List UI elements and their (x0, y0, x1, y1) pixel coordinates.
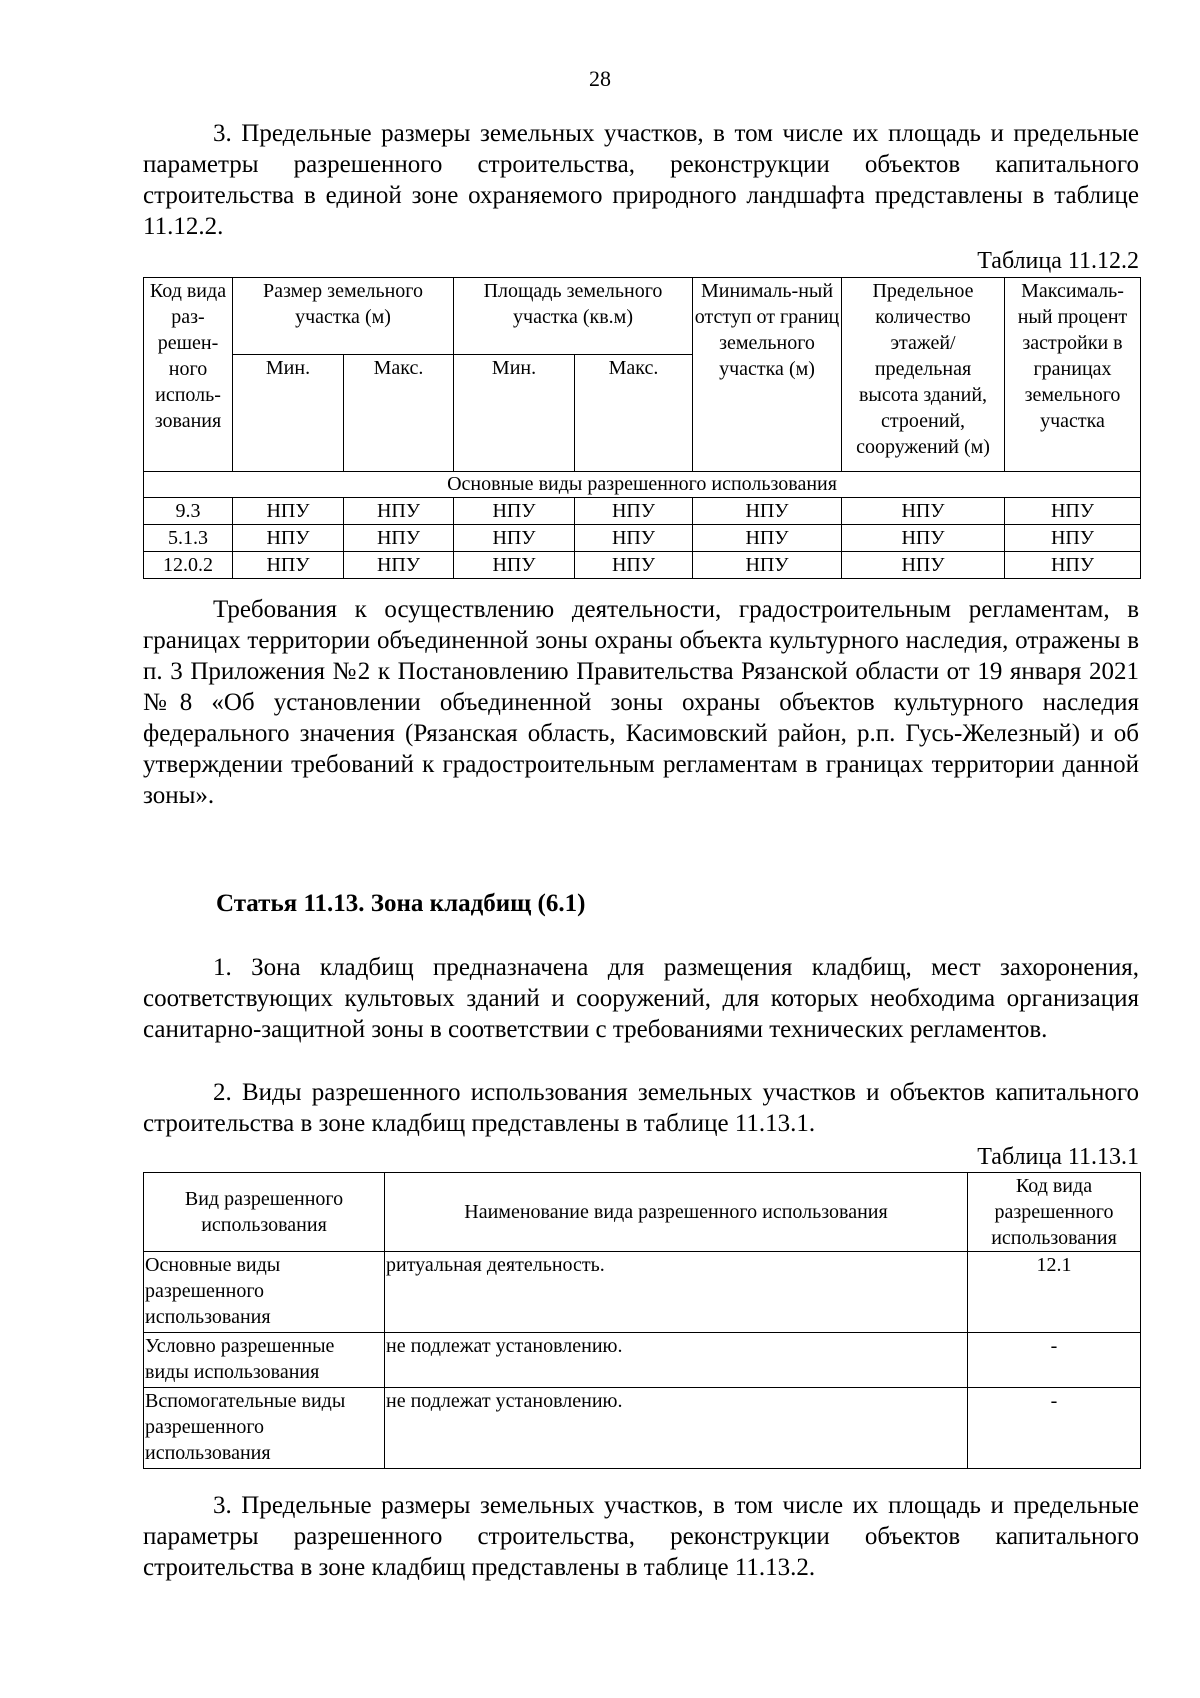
paragraph-limits-11-13: 3. Предельные размеры земельных участков, в том числе их площадь и предельные параметры разрешенного строительства, реконструкции объектов капитального строительства в зоне кладбищ представлены в таблице 11.13.2. (143, 1492, 1139, 1581)
cell-value: НПУ (575, 552, 693, 579)
cell-value: НПУ (1005, 552, 1141, 579)
header-area-max: Макс. (575, 355, 693, 472)
cell-name: ритуальная деятельность. (385, 1252, 968, 1333)
cell-value: НПУ (693, 525, 842, 552)
article-heading: Статья 11.13. Зона кладбищ (6.1) (216, 890, 586, 917)
cell-value: НПУ (842, 552, 1005, 579)
header-code: Код вида раз-решен-ного исполь-зования (144, 278, 233, 472)
cell-value: НПУ (575, 525, 693, 552)
header-setback: Минималь-ный отступ от границ земельного участка (м) (693, 278, 842, 472)
header-kind: Вид разрешенного использования (144, 1173, 385, 1252)
cell-value: НПУ (344, 525, 454, 552)
header-name: Наименование вида разрешенного использования (385, 1173, 968, 1252)
cell-code: 12.1 (968, 1252, 1141, 1333)
cell-value: НПУ (1005, 525, 1141, 552)
cell-value: НПУ (1005, 498, 1141, 525)
cell-kind: Условно разрешенные виды использования (144, 1333, 385, 1388)
cell-code: - (968, 1333, 1141, 1388)
cell-value: НПУ (575, 498, 693, 525)
cell-value: НПУ (842, 525, 1005, 552)
section-main-uses: Основные виды разрешенного использования (144, 472, 1141, 498)
cell-value: НПУ (693, 498, 842, 525)
paragraph-heritage-requirements: Требования к осуществлению деятельности, градостроительным регламентам, в границах территории объединенной зоны охраны объекта культурного наследия, отражены в п. 3 Приложения №2 к Постановлению Правительства Рязанской области от 19 января 2021 №8 «Об установлении объединенной зоны охраны объектов культурного наследия федерального значения (Рязанская область, Касимовский район, р.п. Гусь-Железный) и об утверждении требований к градостроительным регламентам в границах территории данной зоны». (143, 596, 1139, 809)
cell-name: не подлежат установлению. (385, 1333, 968, 1388)
cell-code: - (968, 1388, 1141, 1469)
paragraph-limits-11-12: 3. Предельные размеры земельных участков, в том числе их площадь и предельные параметры разрешенного строительства, реконструкции объектов капитального строительства в единой зоне охраняемого природного ландшафта представлены в таблице 11.12.2. (143, 120, 1139, 240)
cell-value: НПУ (233, 552, 344, 579)
cell-value: НПУ (233, 498, 344, 525)
header-size-max: Макс. (344, 355, 454, 472)
header-area-min: Мин. (454, 355, 575, 472)
header-size-min: Мин. (233, 355, 344, 472)
table-11-12-2 (143, 277, 1141, 579)
paragraph-zone-purpose: 1. Зона кладбищ предназначена для размещения кладбищ, мест захоронения, соответствующих культовых зданий и сооружений, для которых необходима организация санитарно-защитной зоны в соответствии с требованиями технических регламентов. (143, 954, 1139, 1043)
table-caption-11-13-1: Таблица 11.13.1 (977, 1144, 1139, 1170)
cell-value: НПУ (344, 552, 454, 579)
header-coverage: Максималь-ный процент застройки в границах земельного участка (1005, 278, 1141, 472)
cell-value: НПУ (454, 552, 575, 579)
cell-kind: Основные виды разрешенного использования (144, 1252, 385, 1333)
table-11-13-1 (143, 1172, 1141, 1469)
cell-value: НПУ (344, 498, 454, 525)
cell-value: НПУ (233, 525, 344, 552)
cell-value: НПУ (693, 552, 842, 579)
table-row (144, 1252, 1141, 1333)
cell-code: 12.0.2 (144, 552, 233, 579)
cell-name: не подлежат установлению. (385, 1388, 968, 1469)
cell-code: 9.3 (144, 498, 233, 525)
paragraph-uses-table-ref: 2. Виды разрешенного использования земельных участков и объектов капитального строительства в зоне кладбищ представлены в таблице 11.13.1. (143, 1079, 1139, 1137)
cell-value: НПУ (842, 498, 1005, 525)
table-row (144, 525, 1141, 552)
header-plot-area: Площадь земельного участка (кв.м) (454, 278, 693, 355)
table-row (144, 552, 1141, 579)
cell-value: НПУ (454, 525, 575, 552)
table-caption-11-12-2: Таблица 11.12.2 (977, 248, 1139, 274)
header-plot-size: Размер земельного участка (м) (233, 278, 454, 355)
table-row (144, 498, 1141, 525)
header-code: Код вида разрешенного использования (968, 1173, 1141, 1252)
table-row (144, 1333, 1141, 1388)
cell-code: 5.1.3 (144, 525, 233, 552)
header-floors: Предельное количество этажей/ предельная высота зданий, строений, сооружений (м) (842, 278, 1005, 472)
cell-value: НПУ (454, 498, 575, 525)
table-row (144, 1388, 1141, 1469)
cell-kind: Вспомогательные виды разрешенного использования (144, 1388, 385, 1469)
page-number: 28 (589, 66, 611, 91)
